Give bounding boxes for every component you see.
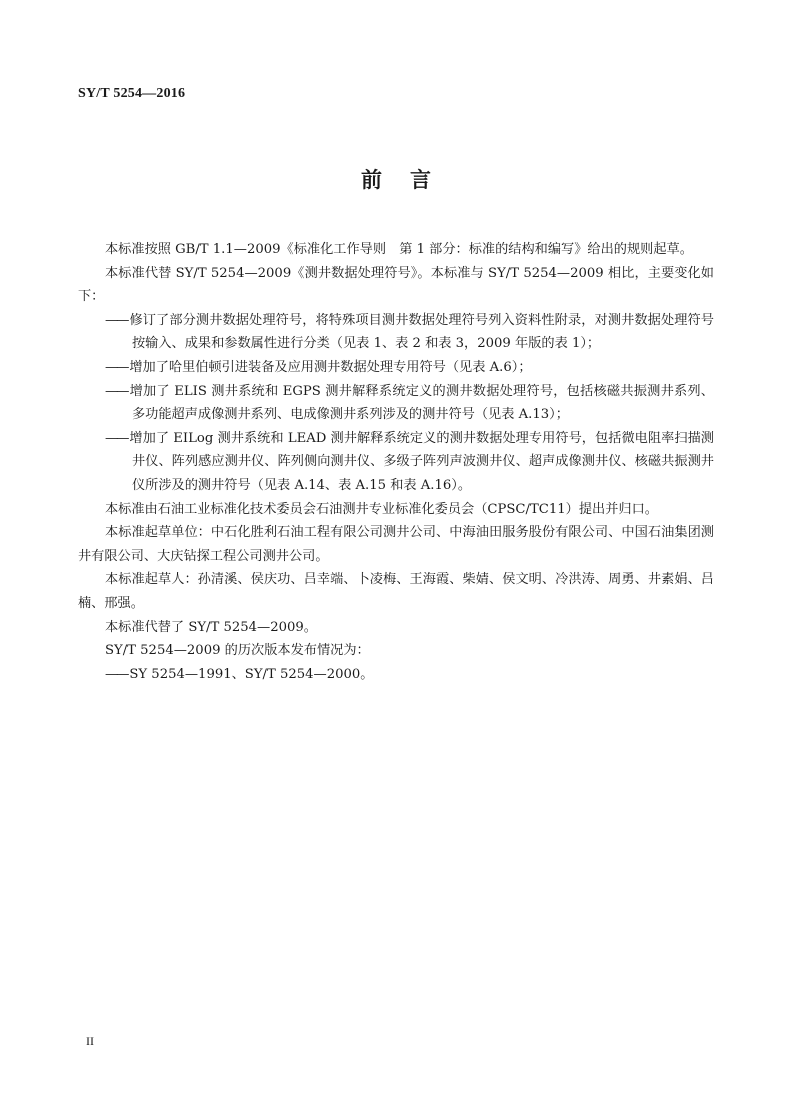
dash-mark: —— — [105, 383, 128, 399]
dash-mark: —— — [105, 430, 128, 446]
history-text: SY 5254—1991、SY/T 5254—2000。 — [129, 666, 374, 682]
title-char-1: 前 — [361, 168, 382, 192]
change-text: 增加了哈里伯顿引进装备及应用测井数据处理专用符号（见表 A.6）； — [129, 359, 532, 375]
change-item — [78, 356, 714, 380]
page-title — [0, 164, 792, 194]
dash-mark: —— — [105, 666, 128, 682]
paragraph-committee: 本标准由石油工业标准化技术委员会石油测井专业标准化委员会（CPSC/TC11）提出并归口。 — [105, 501, 658, 517]
paragraph-drafting-rules: 本标准按照 GB/T 1.1—2009《标准化工作导则 第 1 部分：标准的结构和编写》给出的规则起草。 — [105, 242, 693, 257]
change-item — [78, 380, 714, 427]
change-text: 增加了 EILog 测井系统和 LEAD 测井解释系统定义的测井数据处理专用符号，包括微电阻率扫描测井仪、阵列感应测井仪、阵列侧向测井仪、多级子阵列声波测井仪、超声成像测井仪、核磁共振测井仪所涉及的测井符号（见表 A.14、表 A.15 和表 A.16）。 — [129, 430, 714, 493]
change-text: 增加了 ELIS 测井系统和 EGPS 测井解释系统定义的测井数据处理符号，包括核磁共振测井系列、多功能超声成像测井系列、电成像测井系列涉及的测井符号（见表 A.13）； — [129, 383, 714, 423]
paragraph-drafting-units: 本标准起草单位：中石化胜利石油工程有限公司测井公司、中海油田服务股份有限公司、中国石油集团测井有限公司、大庆钻探工程公司测井公司。 — [78, 525, 714, 564]
title-char-2: 言 — [410, 168, 431, 192]
page-number: II — [86, 1034, 94, 1048]
change-item — [78, 309, 714, 356]
foreword-body — [78, 238, 714, 686]
paragraph-history-list — [78, 663, 714, 687]
paragraph-history-intro: SY/T 5254—2009 的历次版本发布情况为： — [105, 643, 370, 659]
paragraph-drafters: 本标准起草人：孙清溪、侯庆功、吕幸端、卜凌梅、王海霞、柴婧、侯文明、冷洪涛、周勇、井素娟、吕楠、邢强。 — [78, 572, 714, 611]
paragraph-replacement: 本标准代替 SY/T 5254—2009《测井数据处理符号》。本标准与 SY/T 5254—2009 相比，主要变化如下： — [78, 265, 714, 305]
dash-mark: —— — [105, 312, 128, 328]
dash-mark: —— — [105, 359, 128, 375]
change-text: 修订了部分测井数据处理符号，将特殊项目测井数据处理符号列入资料性附录，对测井数据处理符号按输入、成果和参数属性进行分类（见表 1、表 2 和表 3，2009 年版的表 1）； — [129, 312, 714, 352]
change-item — [78, 427, 714, 498]
standard-code: SY/T 5254—2016 — [78, 86, 186, 101]
paragraph-supersedes: 本标准代替了 SY/T 5254—2009。 — [105, 619, 317, 635]
